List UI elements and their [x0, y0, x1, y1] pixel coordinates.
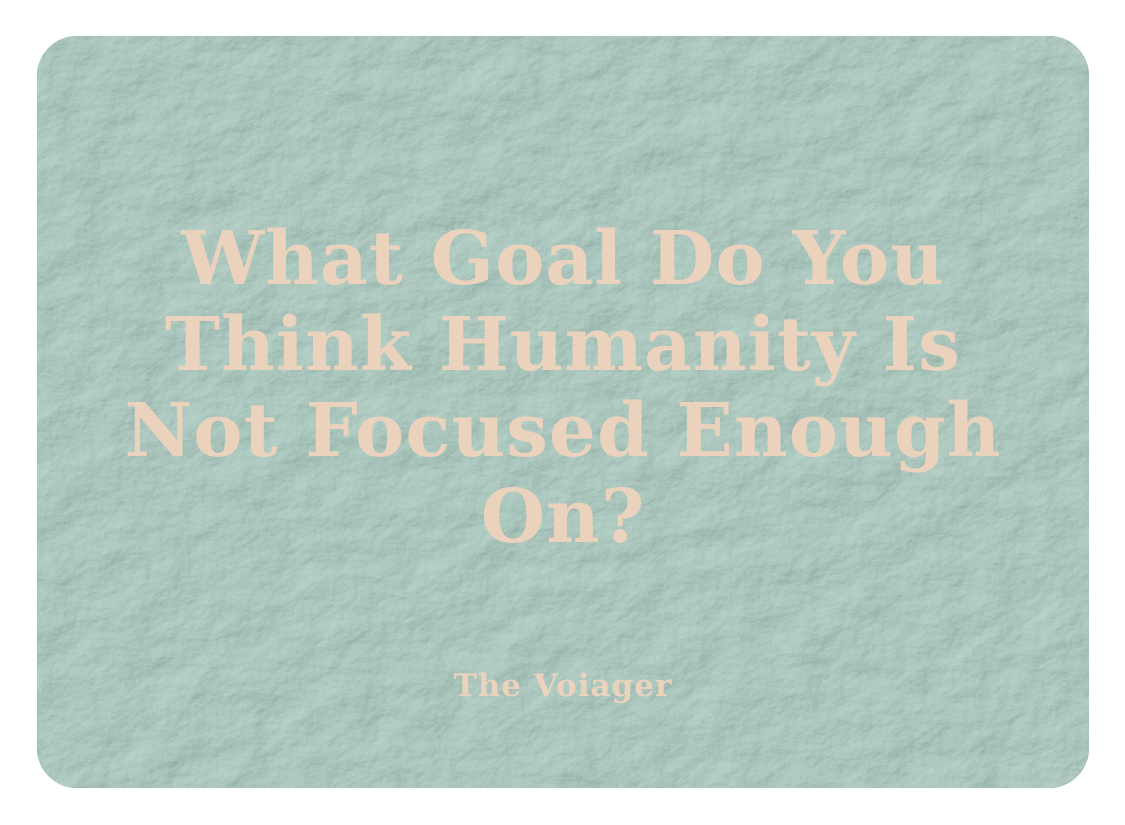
- question-line-3: Not Focused Enough: [124, 388, 1002, 474]
- question-heading: [37, 216, 1089, 560]
- author-signature: The Voiager: [453, 668, 673, 704]
- quote-card: [37, 36, 1089, 788]
- question-line-4: On?: [480, 474, 646, 560]
- question-line-1: What Goal Do You: [180, 216, 946, 302]
- card-content: [37, 36, 1089, 788]
- question-line-2: Think Humanity Is: [165, 302, 961, 388]
